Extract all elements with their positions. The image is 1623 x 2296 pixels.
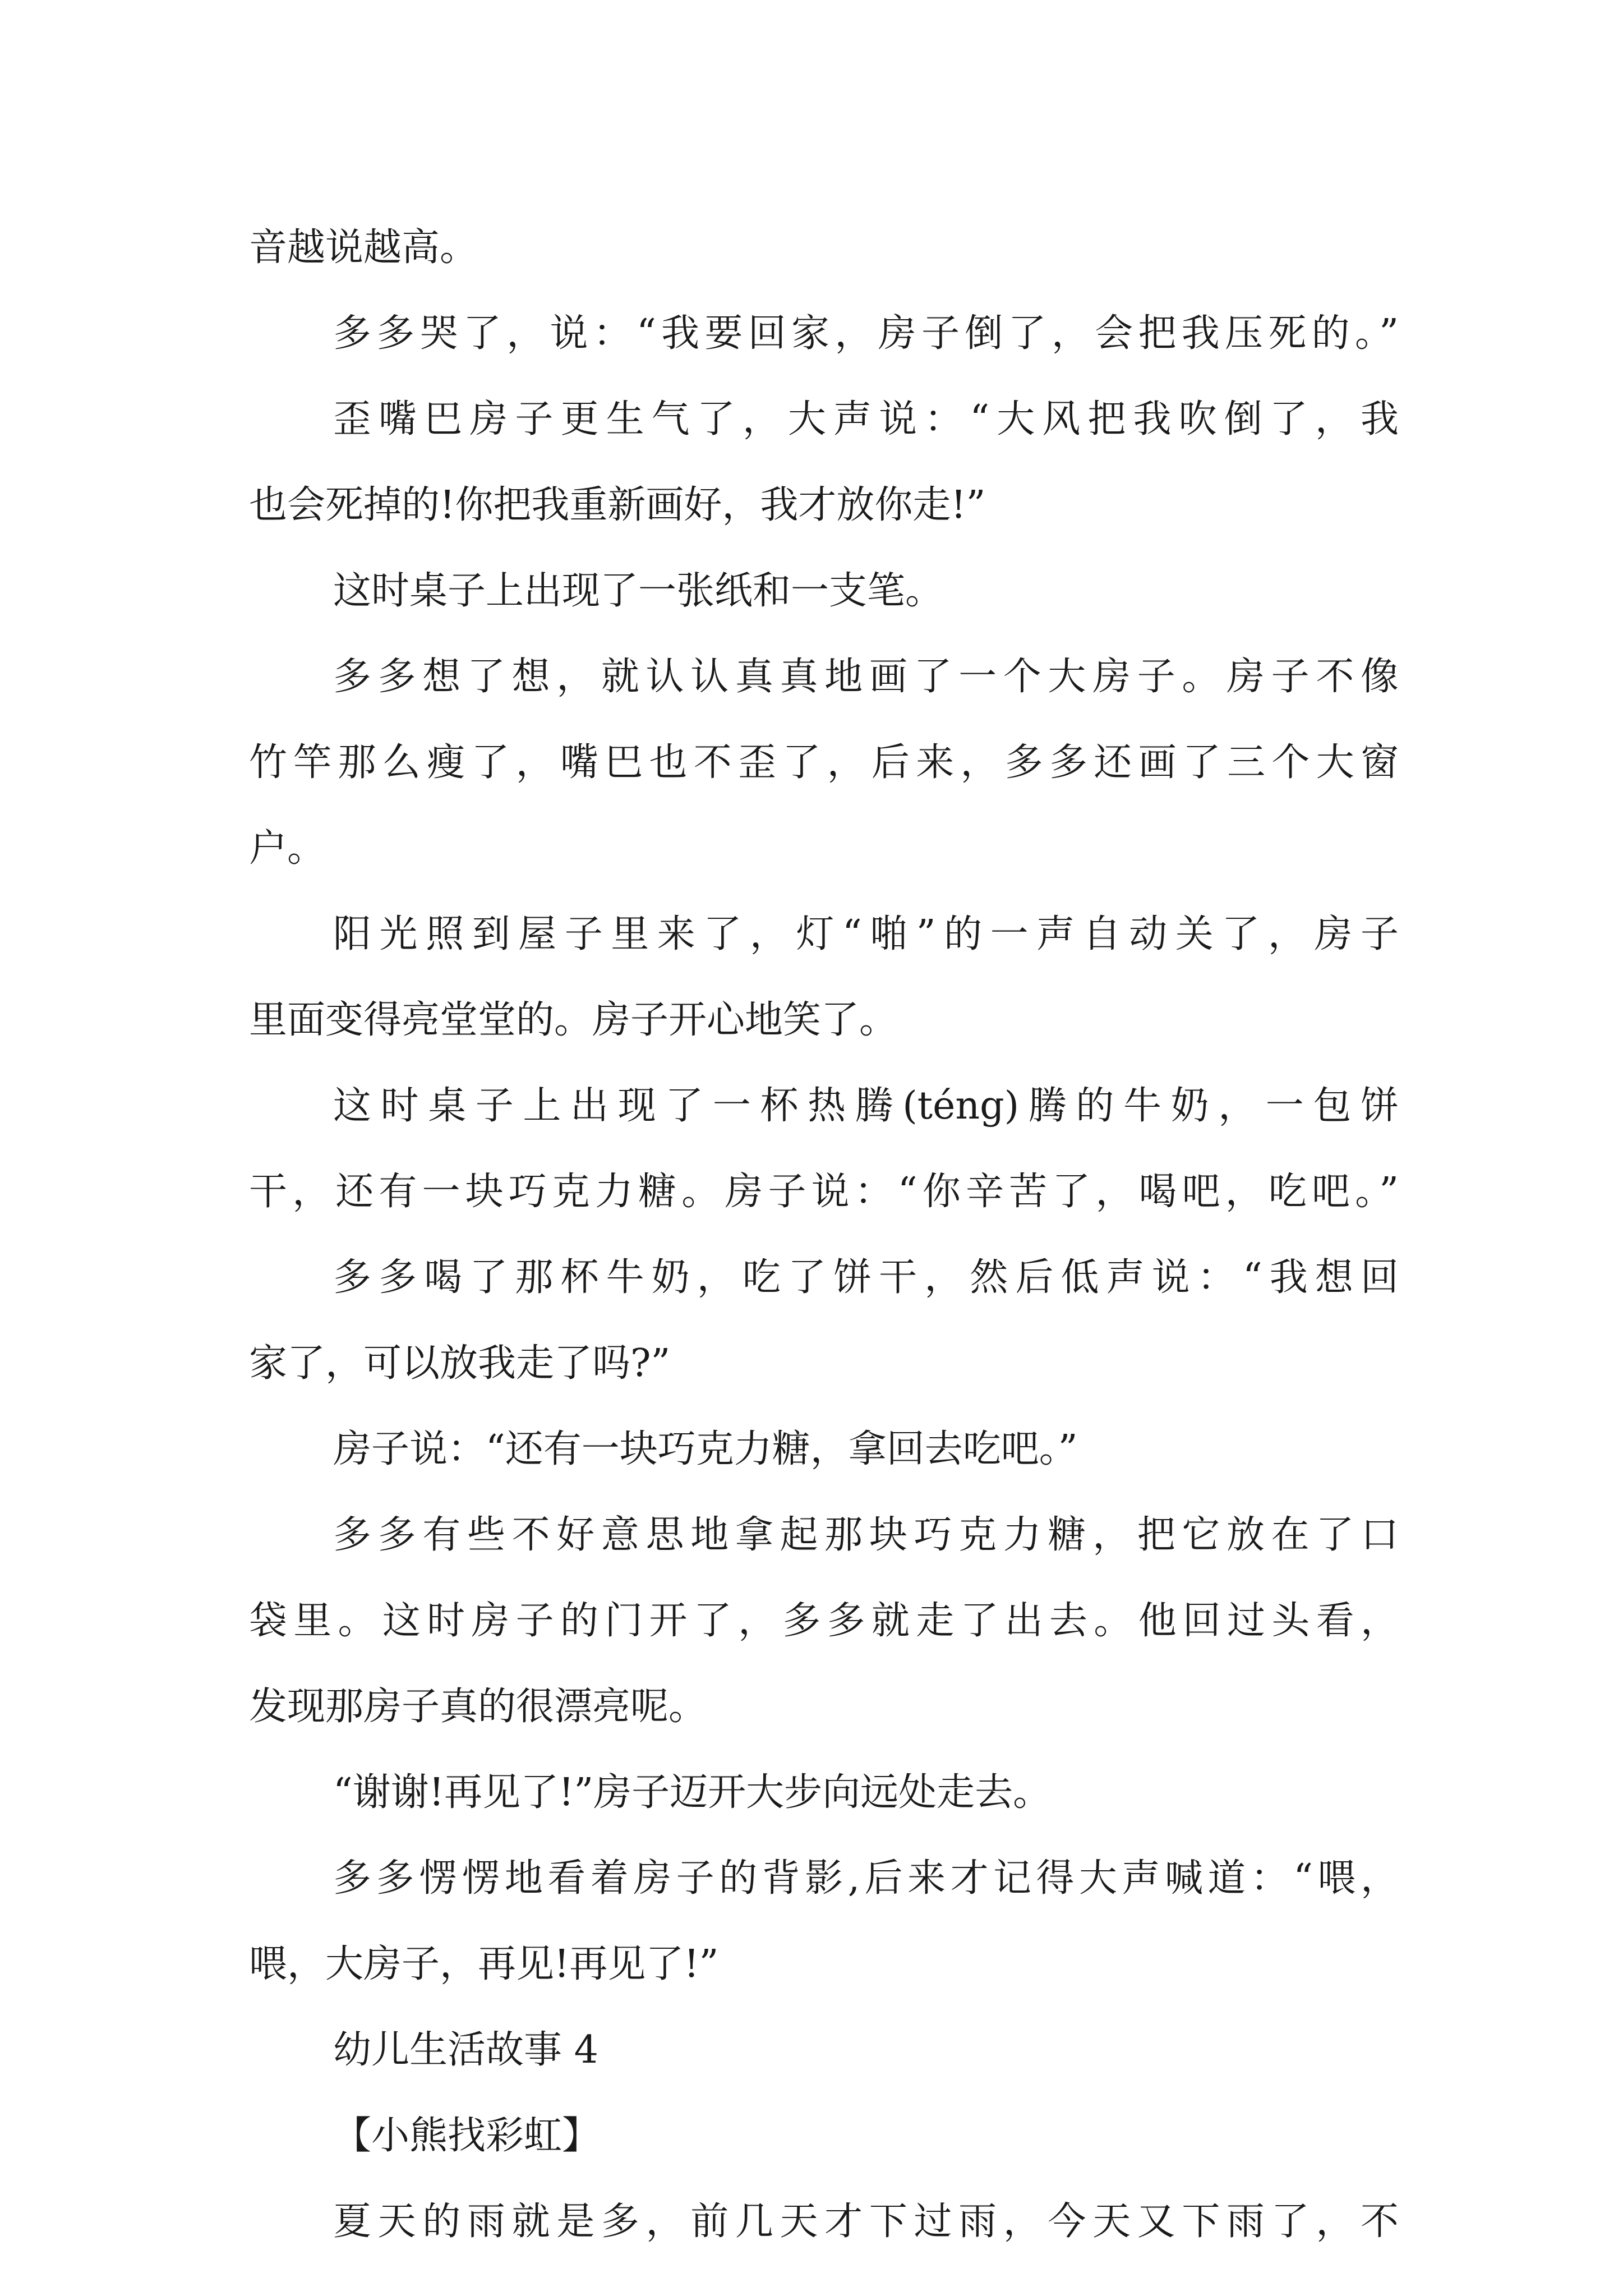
text-line: 干，还有一块巧克力糖。房子说：“你辛苦了，喝吧，吃吧。” bbox=[249, 1170, 1399, 1214]
text-line: 发现那房子真的很漂亮呢。 bbox=[249, 1685, 707, 1729]
text-line: 夏天的雨就是多，前几天才下过雨，今天又下雨了，不 bbox=[333, 2200, 1399, 2244]
text-line: 也会死掉的!你把我重新画好，我才放你走!” bbox=[249, 483, 986, 527]
text-line: 多多愣愣地看着房子的背影,后来才记得大声喊道：“喂， bbox=[333, 1856, 1399, 1901]
text-line: 竹竿那么瘦了，嘴巴也不歪了，后来，多多还画了三个大窗 bbox=[249, 740, 1399, 785]
text-line: 这时桌子上出现了一张纸和一支笔。 bbox=[333, 569, 944, 613]
text-line: 阳光照到屋子里来了，灯“啪”的一声自动关了，房子 bbox=[333, 912, 1399, 956]
text-line: 家了，可以放我走了吗?” bbox=[249, 1341, 671, 1386]
text-line: 袋里。这时房子的门开了，多多就走了出去。他回过头看， bbox=[249, 1599, 1399, 1643]
story-text bbox=[249, 205, 1399, 2265]
text-line: 房子说：“还有一块巧克力糖，拿回去吃吧。” bbox=[333, 1427, 1078, 1471]
story-title: 【小熊找彩虹】 bbox=[333, 2114, 601, 2158]
text-line: 多多想了想，就认认真真地画了一个大房子。房子不像 bbox=[333, 655, 1399, 699]
text-line: 歪嘴巴房子更生气了，大声说：“大风把我吹倒了，我 bbox=[333, 397, 1399, 441]
text-line: 多多哭了，说：“我要回家，房子倒了，会把我压死的。” bbox=[333, 311, 1399, 356]
section-heading: 幼儿生活故事 4 bbox=[333, 2028, 598, 2072]
text-line: 音越说越高。 bbox=[249, 226, 478, 270]
text-line: 多多喝了那杯牛奶，吃了饼干，然后低声说：“我想回 bbox=[333, 1255, 1399, 1300]
text-line: 里面变得亮堂堂的。房子开心地笑了。 bbox=[249, 998, 898, 1042]
text-line: 户。 bbox=[249, 826, 326, 871]
text-line: “谢谢!再见了!”房子迈开大步向远处走去。 bbox=[333, 1770, 1052, 1815]
text-line: 这时桌子上出现了一杯热腾(téng)腾的牛奶，一包饼 bbox=[333, 1084, 1399, 1128]
text-line: 喂，大房子，再见!再见了!” bbox=[249, 1942, 719, 1986]
text-line: 多多有些不好意思地拿起那块巧克力糖，把它放在了口 bbox=[333, 1513, 1399, 1557]
